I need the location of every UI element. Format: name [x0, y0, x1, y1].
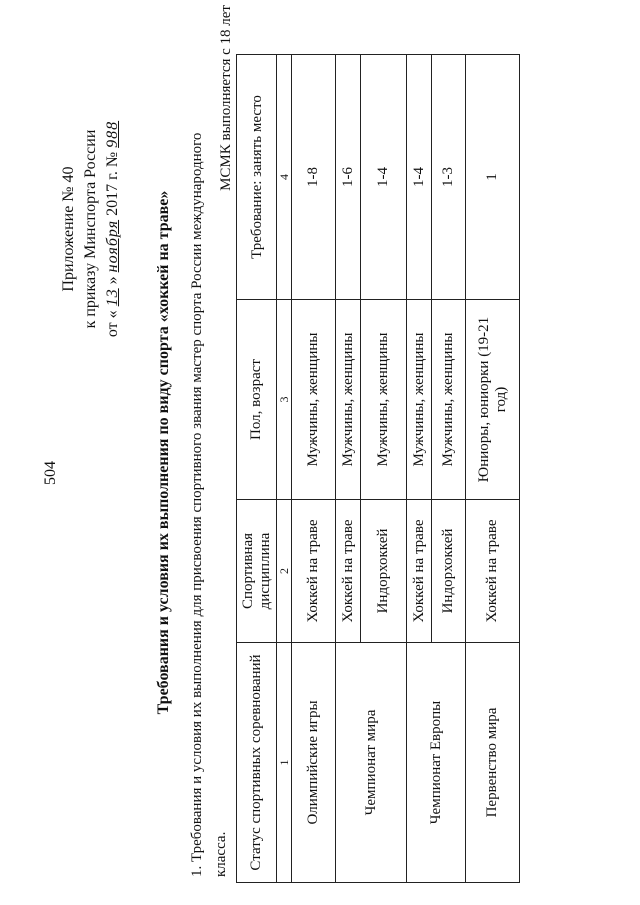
gender-cell: Мужчины, женщины	[407, 300, 432, 500]
date-mid: »	[104, 276, 121, 285]
discipline-cell: Хоккей на траве	[407, 500, 432, 643]
index-cell: 1	[277, 643, 292, 883]
status-cell: Чемпионат Европы	[407, 643, 466, 883]
intro-paragraph: 1. Требования и условия их выполнения для присвоения спортивного звания мастер спорта России международного класса.	[189, 132, 229, 877]
table-row	[336, 55, 361, 883]
index-cell: 4	[277, 55, 292, 300]
discipline-cell: Хоккей на траве	[466, 500, 520, 643]
gender-cell: Мужчины, женщины	[432, 300, 466, 500]
place-cell: 1-6	[336, 55, 361, 300]
header-status: Статус спортивных соревнований	[237, 643, 277, 883]
gender-cell: Мужчины, женщины	[336, 300, 361, 500]
index-cell: 3	[277, 300, 292, 500]
gender-cell: Мужчины, женщины	[361, 300, 407, 500]
status-cell: Первенство мира	[466, 643, 520, 883]
gender-cell: Юниоры, юниорки (19-21 год)	[466, 300, 520, 500]
table-row	[292, 55, 336, 883]
table-header-row	[237, 55, 277, 883]
appendix-block	[58, 59, 124, 399]
discipline-cell: Хоккей на траве	[336, 500, 361, 643]
place-cell: 1-3	[432, 55, 466, 300]
place-cell: 1	[466, 55, 520, 300]
index-cell: 2	[277, 500, 292, 643]
discipline-cell: Индорхоккей	[361, 500, 407, 643]
header-place: Требование: занять место	[237, 55, 277, 300]
header-discipline: Спортивная дисциплина	[237, 500, 277, 643]
place-cell: 1-8	[292, 55, 336, 300]
date-month: ноября	[104, 219, 121, 273]
appendix-title: Приложение № 40	[60, 166, 77, 292]
order-number: 988	[104, 120, 121, 148]
place-cell: 1-4	[407, 55, 432, 300]
age-note: МСМК выполняется с 18 лет	[218, 5, 234, 191]
status-cell: Чемпионат мира	[336, 643, 407, 883]
place-cell: 1-4	[361, 55, 407, 300]
appendix-date-line	[102, 59, 124, 399]
table-index-row	[277, 55, 292, 883]
date-day: 13	[104, 288, 121, 307]
gender-cell: Мужчины, женщины	[292, 300, 336, 500]
document-title: Требования и условия их выполнения по виду спорта «хоккей на траве»	[155, 190, 172, 715]
table-row	[466, 55, 520, 883]
table-row	[407, 55, 432, 883]
discipline-cell: Индорхоккей	[432, 500, 466, 643]
status-cell: Олимпийские игры	[292, 643, 336, 883]
page-number: 504	[42, 461, 59, 485]
date-prefix: от «	[104, 310, 121, 338]
requirements-table	[236, 54, 520, 883]
header-gender-age: Пол, возраст	[237, 300, 277, 500]
date-year: 2017 г. №	[104, 151, 121, 216]
appendix-order-ref: к приказу Минспорта России	[82, 129, 99, 329]
discipline-cell: Хоккей на траве	[292, 500, 336, 643]
